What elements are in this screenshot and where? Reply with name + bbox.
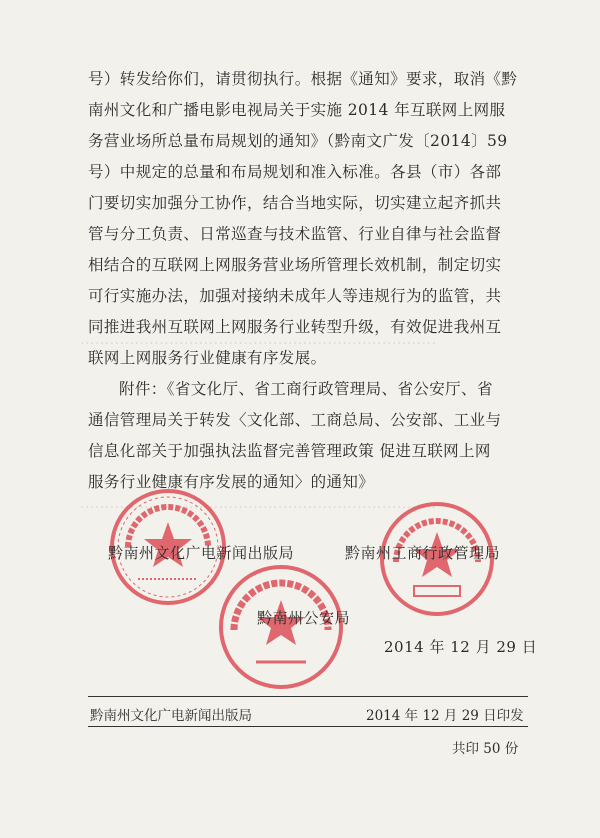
text-line: 号）中规定的总量和布局规划和准入标准。各县（市）各部 (88, 163, 502, 181)
text-line: 通信管理局关于转发〈文化部、工商总局、公安部、工业与 (88, 411, 502, 429)
text-line: 管与分工负责、日常巡查与技术监管、行业自律与社会监督 (88, 225, 502, 243)
text-line: 附件：《省文化厅、省工商行政管理局、省公安厅、省 (119, 380, 493, 398)
bleed-through-text: ········································································ (80, 500, 437, 516)
text-line: 同推进我州互联网上网服务行业转型升级，有效促进我州互 (88, 318, 502, 336)
signature-date: 2014 年 12 月 29 日 (384, 638, 538, 656)
text-line: 相结合的互联网上网服务营业场所管理长效机制，制定切实 (88, 256, 502, 274)
attachment-paragraph (88, 374, 528, 498)
signature-left-agency: 黔南州文化广电新闻出版局 (108, 544, 295, 562)
footer-copies: 共印 50 份 (452, 741, 519, 757)
text-line: 信息化部关于加强执法监督完善管理政策 促进互联网上网 (88, 442, 491, 460)
text-line: 门要切实加强分工协作，结合当地实际，切实建立起齐抓共 (88, 194, 502, 212)
text-line: 可行实施办法，加强对接纳未成年人等违规行为的监管，共 (88, 287, 502, 305)
footer-middle-rule (88, 726, 528, 727)
text-line: 服务行业健康有序发展的通知〉的通知》 (88, 473, 375, 491)
footer-issuer: 黔南州文化广电新闻出版局 (90, 708, 252, 724)
footer-top-rule (88, 696, 528, 697)
signature-right-agency: 黔南州工商行政管理局 (345, 544, 501, 562)
text-line: 联网上网服务行业健康有序发展。 (88, 349, 327, 367)
text-line: 号）转发给你们，请贯彻执行。根据《通知》要求，取消《黔 (88, 70, 518, 88)
text-line: 南州文化和广播电影电视局关于实施 2014 年互联网上网服 (88, 101, 506, 119)
bleed-through-text: ········································································ (80, 336, 437, 352)
body-paragraph (88, 64, 528, 374)
footer-printed-date: 2014 年 12 月 29 日印发 (366, 708, 524, 724)
text-line: 务营业场所总量布局规划的通知》（黔南文广发〔2014〕59 (88, 132, 508, 150)
signature-center-agency: 黔南州公安局 (257, 609, 351, 627)
